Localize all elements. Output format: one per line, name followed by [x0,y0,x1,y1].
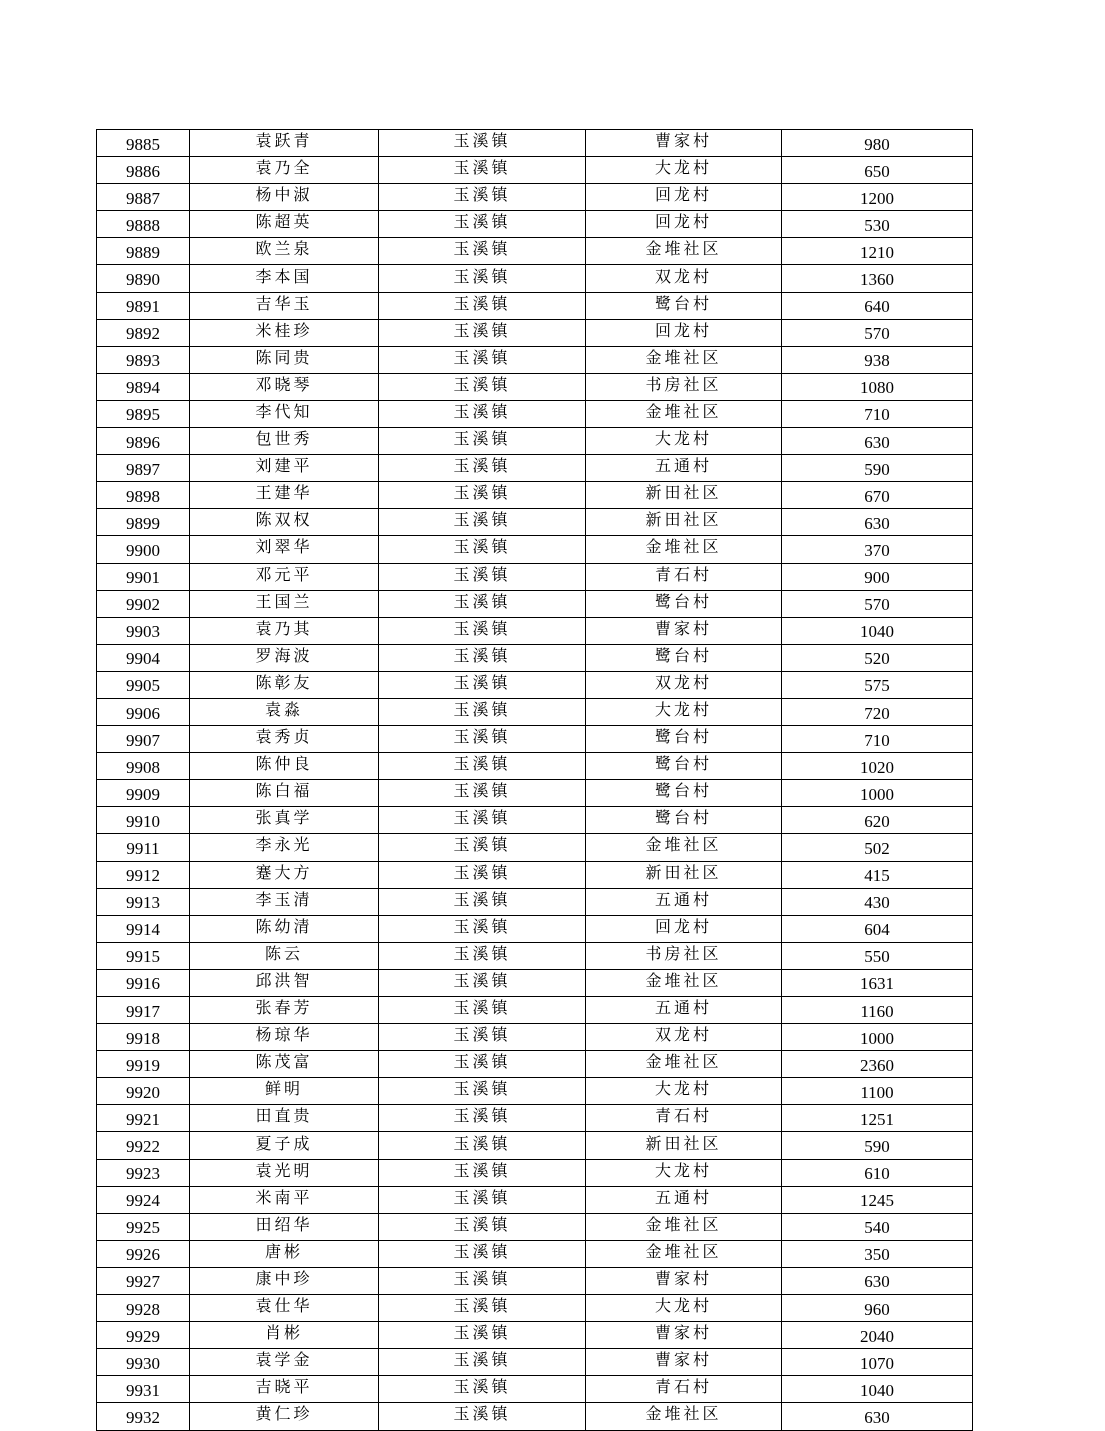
person-name-cell: 袁乃全 [190,157,379,184]
town-cell: 玉溪镇 [379,590,586,617]
amount-cell: 900 [782,563,973,590]
table-row [97,969,973,996]
person-name-cell: 米桂珍 [190,319,379,346]
person-name-cell: 肖彬 [190,1322,379,1349]
town-cell: 玉溪镇 [379,536,586,563]
amount-cell: 980 [782,130,973,157]
village-cell: 金堆社区 [586,1240,782,1267]
village-cell: 鹭台村 [586,292,782,319]
person-name-cell: 陈双权 [190,509,379,536]
person-name-cell: 袁淼 [190,698,379,725]
serial-number-cell: 9900 [97,536,190,563]
table-row [97,726,973,753]
amount-cell: 630 [782,1403,973,1430]
table-row [97,1024,973,1051]
village-cell: 回龙村 [586,211,782,238]
table-row [97,644,973,671]
table-row [97,753,973,780]
serial-number-cell: 9906 [97,698,190,725]
person-name-cell: 王建华 [190,482,379,509]
town-cell: 玉溪镇 [379,130,586,157]
person-name-cell: 田绍华 [190,1213,379,1240]
serial-number-cell: 9895 [97,400,190,427]
table-row [97,997,973,1024]
table-row [97,698,973,725]
table-row [97,807,973,834]
village-cell: 金堆社区 [586,400,782,427]
table-row [97,1051,973,1078]
town-cell: 玉溪镇 [379,942,586,969]
serial-number-cell: 9925 [97,1213,190,1240]
village-cell: 五通村 [586,455,782,482]
village-cell: 金堆社区 [586,1213,782,1240]
serial-number-cell: 9904 [97,644,190,671]
village-cell: 新田社区 [586,1132,782,1159]
village-cell: 大龙村 [586,1295,782,1322]
serial-number-cell: 9901 [97,563,190,590]
serial-number-cell: 9921 [97,1105,190,1132]
person-name-cell: 李永光 [190,834,379,861]
amount-cell: 575 [782,671,973,698]
town-cell: 玉溪镇 [379,861,586,888]
serial-number-cell: 9919 [97,1051,190,1078]
village-cell: 金堆社区 [586,238,782,265]
person-name-cell: 包世秀 [190,428,379,455]
amount-cell: 938 [782,346,973,373]
village-cell: 回龙村 [586,184,782,211]
serial-number-cell: 9909 [97,780,190,807]
table-row [97,1403,973,1430]
amount-cell: 620 [782,807,973,834]
village-cell: 大龙村 [586,1159,782,1186]
amount-cell: 1000 [782,1024,973,1051]
serial-number-cell: 9885 [97,130,190,157]
amount-cell: 1360 [782,265,973,292]
village-cell: 曹家村 [586,1267,782,1294]
amount-cell: 1251 [782,1105,973,1132]
person-name-cell: 陈彰友 [190,671,379,698]
town-cell: 玉溪镇 [379,1051,586,1078]
town-cell: 玉溪镇 [379,915,586,942]
serial-number-cell: 9913 [97,888,190,915]
village-cell: 新田社区 [586,509,782,536]
village-cell: 曹家村 [586,1349,782,1376]
table-row [97,1159,973,1186]
amount-cell: 610 [782,1159,973,1186]
person-name-cell: 康中珍 [190,1267,379,1294]
village-cell: 大龙村 [586,428,782,455]
serial-number-cell: 9916 [97,969,190,996]
serial-number-cell: 9887 [97,184,190,211]
town-cell: 玉溪镇 [379,184,586,211]
amount-cell: 2040 [782,1322,973,1349]
table-row [97,1186,973,1213]
town-cell: 玉溪镇 [379,1376,586,1403]
table-row [97,319,973,346]
person-name-cell: 邓元平 [190,563,379,590]
serial-number-cell: 9923 [97,1159,190,1186]
serial-number-cell: 9930 [97,1349,190,1376]
serial-number-cell: 9907 [97,726,190,753]
village-cell: 金堆社区 [586,1403,782,1430]
person-name-cell: 袁学金 [190,1349,379,1376]
person-name-cell: 陈茂富 [190,1051,379,1078]
town-cell: 玉溪镇 [379,834,586,861]
village-cell: 鹭台村 [586,590,782,617]
table-row [97,1267,973,1294]
table-row [97,1295,973,1322]
town-cell: 玉溪镇 [379,157,586,184]
village-cell: 书房社区 [586,373,782,400]
town-cell: 玉溪镇 [379,563,586,590]
amount-cell: 630 [782,428,973,455]
amount-cell: 350 [782,1240,973,1267]
roster-table [96,129,973,1431]
amount-cell: 630 [782,509,973,536]
town-cell: 玉溪镇 [379,969,586,996]
amount-cell: 1080 [782,373,973,400]
table-row [97,861,973,888]
serial-number-cell: 9924 [97,1186,190,1213]
table-row [97,780,973,807]
serial-number-cell: 9902 [97,590,190,617]
amount-cell: 430 [782,888,973,915]
town-cell: 玉溪镇 [379,644,586,671]
serial-number-cell: 9894 [97,373,190,400]
table-row [97,482,973,509]
table-row [97,211,973,238]
village-cell: 金堆社区 [586,969,782,996]
town-cell: 玉溪镇 [379,1132,586,1159]
amount-cell: 650 [782,157,973,184]
table-row [97,536,973,563]
table-row [97,617,973,644]
village-cell: 曹家村 [586,130,782,157]
town-cell: 玉溪镇 [379,671,586,698]
serial-number-cell: 9893 [97,346,190,373]
village-cell: 鹭台村 [586,780,782,807]
village-cell: 大龙村 [586,1078,782,1105]
amount-cell: 1200 [782,184,973,211]
amount-cell: 630 [782,1267,973,1294]
town-cell: 玉溪镇 [379,1105,586,1132]
town-cell: 玉溪镇 [379,1078,586,1105]
amount-cell: 540 [782,1213,973,1240]
amount-cell: 1100 [782,1078,973,1105]
table-row [97,1240,973,1267]
town-cell: 玉溪镇 [379,807,586,834]
town-cell: 玉溪镇 [379,265,586,292]
person-name-cell: 陈幼清 [190,915,379,942]
town-cell: 玉溪镇 [379,373,586,400]
table-row [97,1349,973,1376]
person-name-cell: 王国兰 [190,590,379,617]
village-cell: 大龙村 [586,157,782,184]
town-cell: 玉溪镇 [379,617,586,644]
town-cell: 玉溪镇 [379,1024,586,1051]
town-cell: 玉溪镇 [379,292,586,319]
serial-number-cell: 9888 [97,211,190,238]
town-cell: 玉溪镇 [379,1322,586,1349]
table-row [97,400,973,427]
amount-cell: 1040 [782,1376,973,1403]
village-cell: 双龙村 [586,671,782,698]
person-name-cell: 田直贵 [190,1105,379,1132]
table-row [97,265,973,292]
serial-number-cell: 9912 [97,861,190,888]
table-row [97,428,973,455]
amount-cell: 370 [782,536,973,563]
person-name-cell: 陈同贵 [190,346,379,373]
amount-cell: 590 [782,1132,973,1159]
village-cell: 双龙村 [586,265,782,292]
serial-number-cell: 9899 [97,509,190,536]
table-row [97,834,973,861]
serial-number-cell: 9897 [97,455,190,482]
table-row [97,130,973,157]
amount-cell: 1245 [782,1186,973,1213]
person-name-cell: 李玉清 [190,888,379,915]
serial-number-cell: 9917 [97,997,190,1024]
town-cell: 玉溪镇 [379,211,586,238]
village-cell: 五通村 [586,1186,782,1213]
town-cell: 玉溪镇 [379,1159,586,1186]
amount-cell: 502 [782,834,973,861]
amount-cell: 604 [782,915,973,942]
village-cell: 回龙村 [586,319,782,346]
town-cell: 玉溪镇 [379,346,586,373]
village-cell: 青石村 [586,563,782,590]
amount-cell: 590 [782,455,973,482]
person-name-cell: 陈云 [190,942,379,969]
serial-number-cell: 9931 [97,1376,190,1403]
table-row [97,942,973,969]
table-row [97,455,973,482]
person-name-cell: 李代知 [190,400,379,427]
village-cell: 鹭台村 [586,726,782,753]
serial-number-cell: 9926 [97,1240,190,1267]
serial-number-cell: 9915 [97,942,190,969]
serial-number-cell: 9929 [97,1322,190,1349]
person-name-cell: 邓晓琴 [190,373,379,400]
town-cell: 玉溪镇 [379,400,586,427]
village-cell: 鹭台村 [586,807,782,834]
serial-number-cell: 9932 [97,1403,190,1430]
village-cell: 金堆社区 [586,1051,782,1078]
amount-cell: 530 [782,211,973,238]
table-row [97,1213,973,1240]
amount-cell: 570 [782,319,973,346]
person-name-cell: 陈超英 [190,211,379,238]
amount-cell: 960 [782,1295,973,1322]
person-name-cell: 鲜明 [190,1078,379,1105]
amount-cell: 1040 [782,617,973,644]
person-name-cell: 杨中淑 [190,184,379,211]
serial-number-cell: 9891 [97,292,190,319]
village-cell: 曹家村 [586,1322,782,1349]
person-name-cell: 蹇大方 [190,861,379,888]
serial-number-cell: 9911 [97,834,190,861]
town-cell: 玉溪镇 [379,997,586,1024]
person-name-cell: 刘翠华 [190,536,379,563]
table-row [97,590,973,617]
person-name-cell: 袁乃其 [190,617,379,644]
person-name-cell: 陈仲良 [190,753,379,780]
serial-number-cell: 9889 [97,238,190,265]
person-name-cell: 欧兰泉 [190,238,379,265]
serial-number-cell: 9905 [97,671,190,698]
person-name-cell: 张真学 [190,807,379,834]
village-cell: 金堆社区 [586,536,782,563]
town-cell: 玉溪镇 [379,238,586,265]
amount-cell: 1000 [782,780,973,807]
table-row [97,915,973,942]
amount-cell: 720 [782,698,973,725]
town-cell: 玉溪镇 [379,1213,586,1240]
table-row [97,888,973,915]
village-cell: 青石村 [586,1105,782,1132]
town-cell: 玉溪镇 [379,780,586,807]
table-row [97,238,973,265]
table-row [97,509,973,536]
amount-cell: 550 [782,942,973,969]
amount-cell: 640 [782,292,973,319]
amount-cell: 1210 [782,238,973,265]
serial-number-cell: 9896 [97,428,190,455]
village-cell: 鹭台村 [586,753,782,780]
serial-number-cell: 9898 [97,482,190,509]
person-name-cell: 张春芳 [190,997,379,1024]
village-cell: 金堆社区 [586,834,782,861]
amount-cell: 1070 [782,1349,973,1376]
village-cell: 五通村 [586,888,782,915]
town-cell: 玉溪镇 [379,319,586,346]
table-row [97,157,973,184]
person-name-cell: 罗海波 [190,644,379,671]
person-name-cell: 杨琼华 [190,1024,379,1051]
amount-cell: 415 [782,861,973,888]
town-cell: 玉溪镇 [379,1403,586,1430]
person-name-cell: 袁光明 [190,1159,379,1186]
village-cell: 曹家村 [586,617,782,644]
table-row [97,563,973,590]
town-cell: 玉溪镇 [379,1186,586,1213]
village-cell: 回龙村 [586,915,782,942]
amount-cell: 710 [782,400,973,427]
town-cell: 玉溪镇 [379,698,586,725]
table-row [97,1132,973,1159]
person-name-cell: 袁仕华 [190,1295,379,1322]
serial-number-cell: 9922 [97,1132,190,1159]
town-cell: 玉溪镇 [379,482,586,509]
person-name-cell: 吉华玉 [190,292,379,319]
serial-number-cell: 9928 [97,1295,190,1322]
town-cell: 玉溪镇 [379,888,586,915]
serial-number-cell: 9920 [97,1078,190,1105]
village-cell: 双龙村 [586,1024,782,1051]
person-name-cell: 唐彬 [190,1240,379,1267]
person-name-cell: 夏子成 [190,1132,379,1159]
person-name-cell: 吉晓平 [190,1376,379,1403]
serial-number-cell: 9918 [97,1024,190,1051]
roster-table-body [97,130,973,1431]
table-row [97,373,973,400]
town-cell: 玉溪镇 [379,509,586,536]
village-cell: 青石村 [586,1376,782,1403]
serial-number-cell: 9892 [97,319,190,346]
serial-number-cell: 9886 [97,157,190,184]
person-name-cell: 米南平 [190,1186,379,1213]
village-cell: 书房社区 [586,942,782,969]
amount-cell: 1020 [782,753,973,780]
amount-cell: 520 [782,644,973,671]
person-name-cell: 李本国 [190,265,379,292]
town-cell: 玉溪镇 [379,1349,586,1376]
amount-cell: 1631 [782,969,973,996]
serial-number-cell: 9890 [97,265,190,292]
person-name-cell: 刘建平 [190,455,379,482]
town-cell: 玉溪镇 [379,1267,586,1294]
village-cell: 大龙村 [586,698,782,725]
village-cell: 金堆社区 [586,346,782,373]
village-cell: 新田社区 [586,482,782,509]
table-row [97,1376,973,1403]
table-row [97,671,973,698]
serial-number-cell: 9927 [97,1267,190,1294]
table-row [97,184,973,211]
person-name-cell: 邱洪智 [190,969,379,996]
person-name-cell: 袁跃青 [190,130,379,157]
serial-number-cell: 9910 [97,807,190,834]
amount-cell: 2360 [782,1051,973,1078]
amount-cell: 1160 [782,997,973,1024]
serial-number-cell: 9903 [97,617,190,644]
town-cell: 玉溪镇 [379,428,586,455]
town-cell: 玉溪镇 [379,1240,586,1267]
table-row [97,1322,973,1349]
serial-number-cell: 9914 [97,915,190,942]
town-cell: 玉溪镇 [379,753,586,780]
table-row [97,292,973,319]
amount-cell: 710 [782,726,973,753]
table-row [97,1105,973,1132]
village-cell: 鹭台村 [586,644,782,671]
village-cell: 新田社区 [586,861,782,888]
town-cell: 玉溪镇 [379,1295,586,1322]
table-row [97,1078,973,1105]
serial-number-cell: 9908 [97,753,190,780]
amount-cell: 670 [782,482,973,509]
person-name-cell: 黄仁珍 [190,1403,379,1430]
person-name-cell: 袁秀贞 [190,726,379,753]
town-cell: 玉溪镇 [379,455,586,482]
village-cell: 五通村 [586,997,782,1024]
person-name-cell: 陈白福 [190,780,379,807]
amount-cell: 570 [782,590,973,617]
town-cell: 玉溪镇 [379,726,586,753]
table-row [97,346,973,373]
